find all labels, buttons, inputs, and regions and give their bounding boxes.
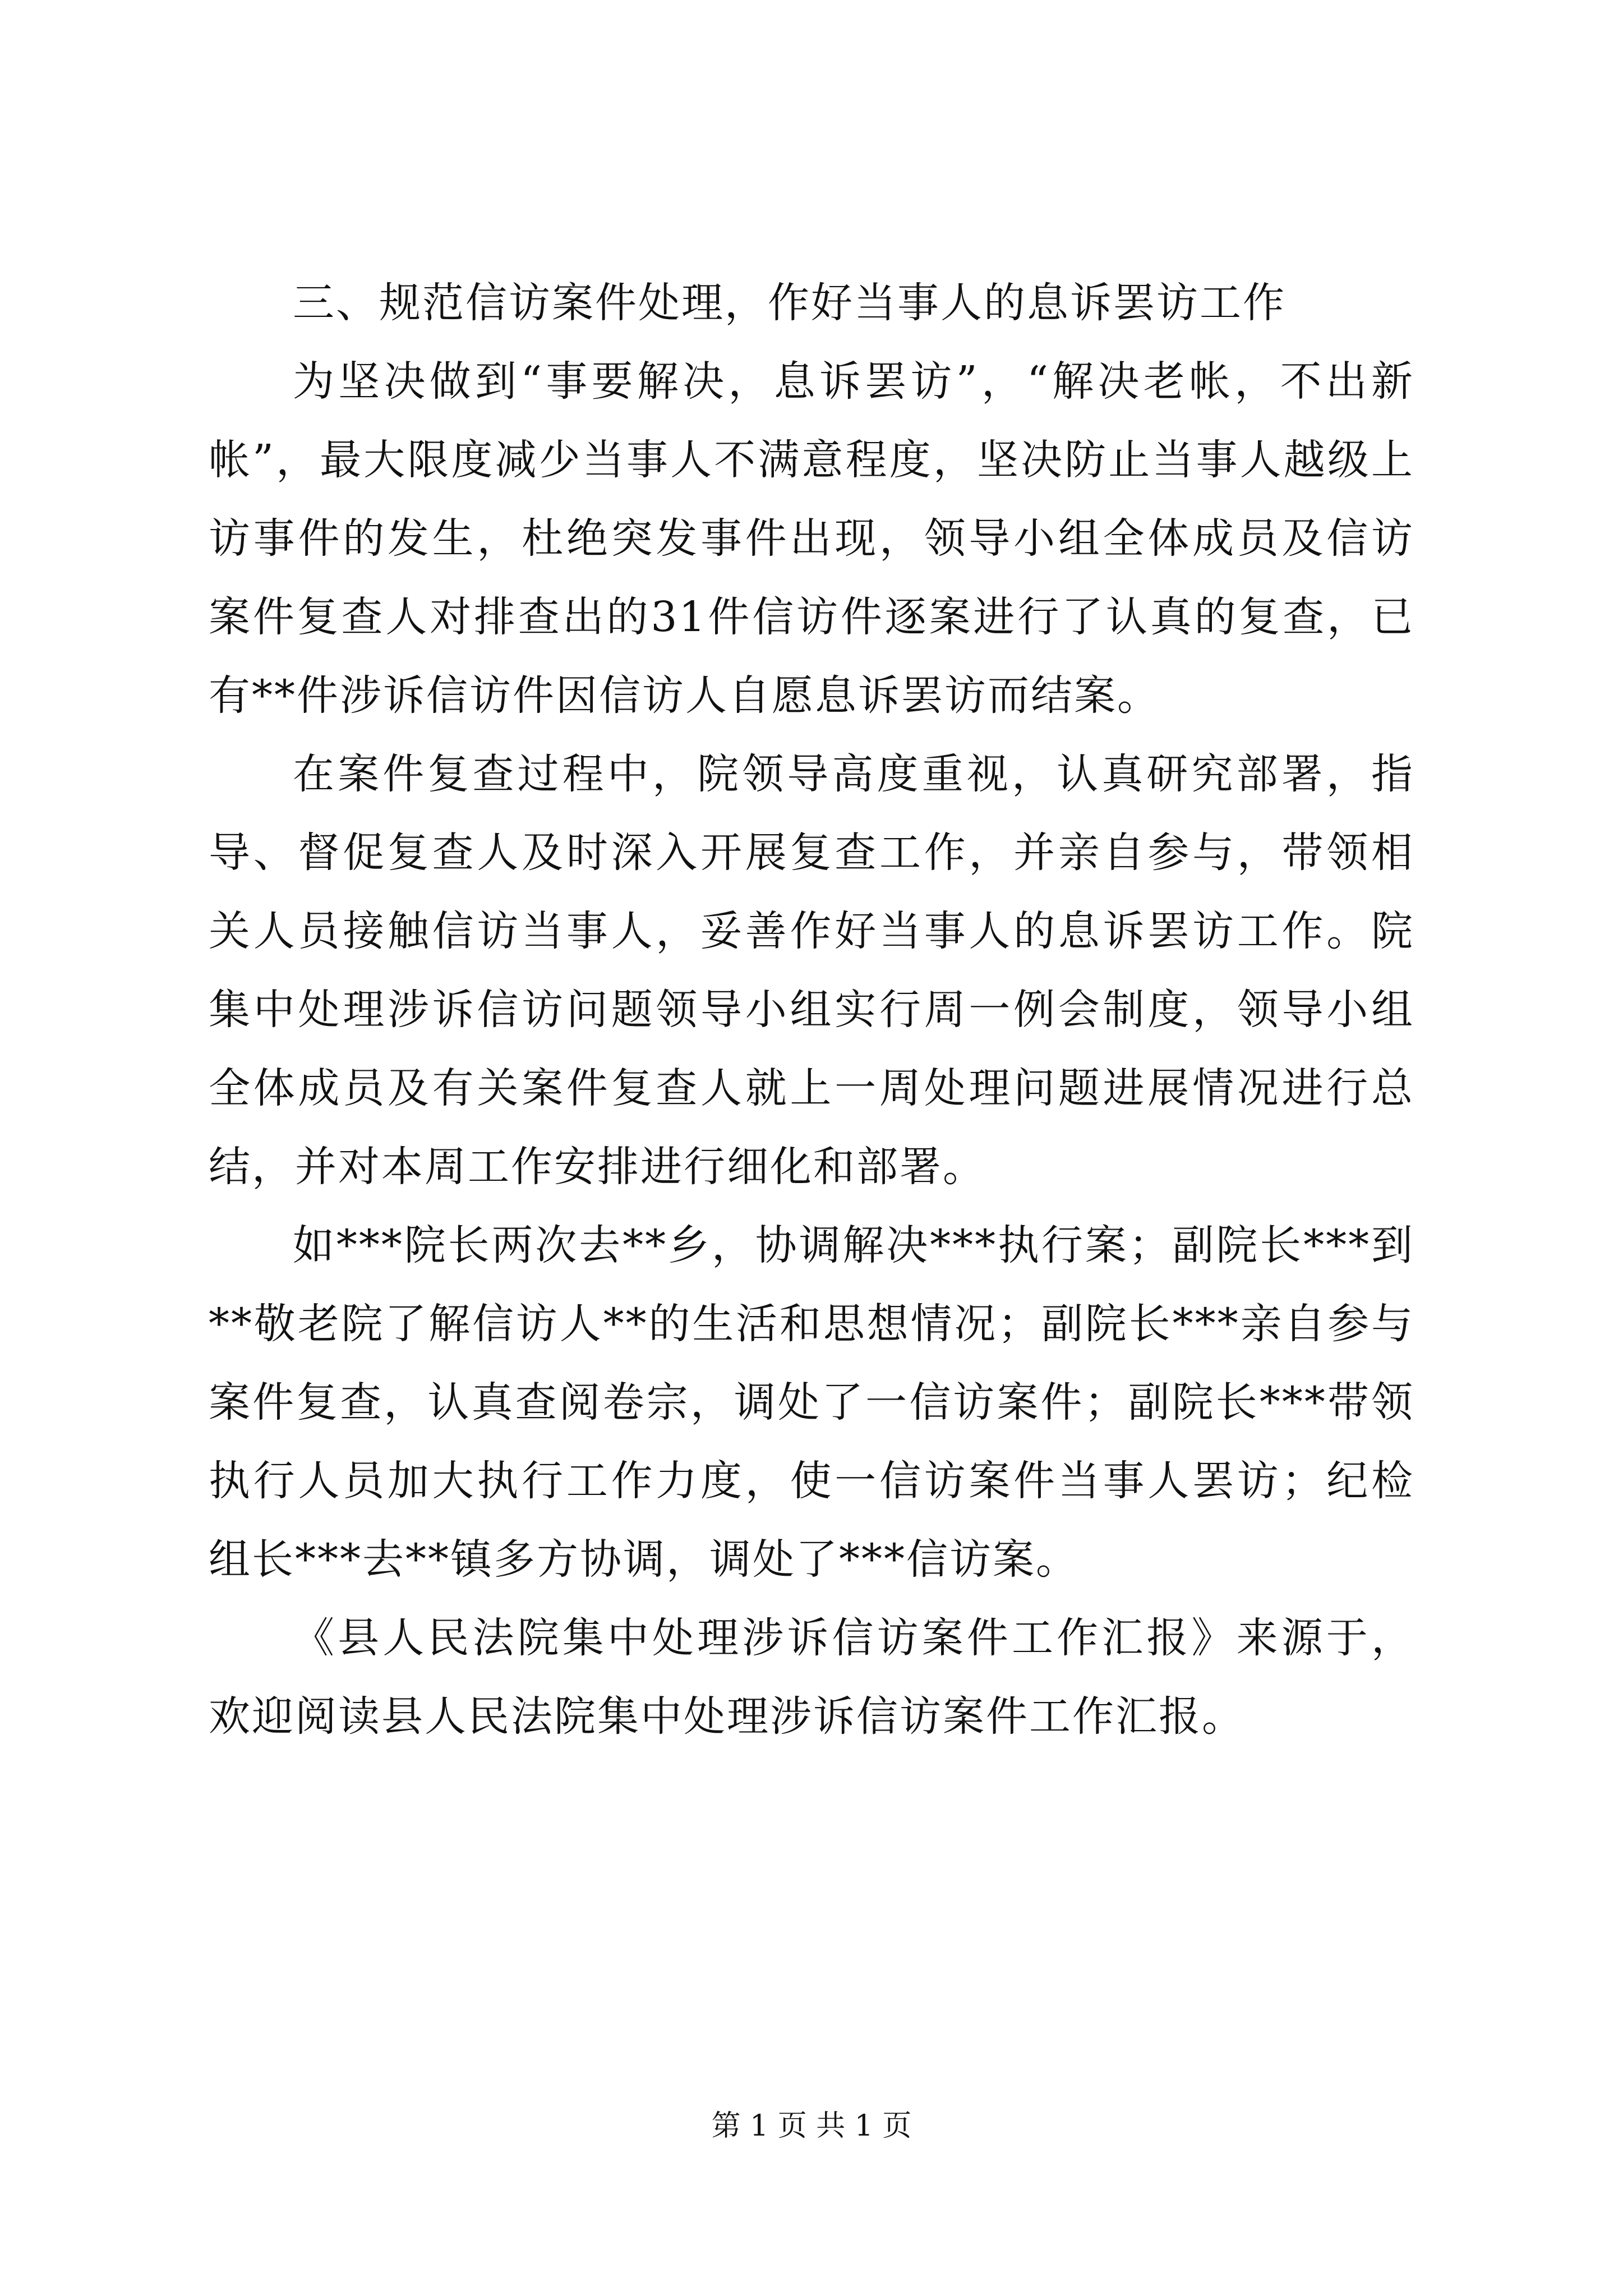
page-number-footer: 第 1 页 共 1 页	[711, 2109, 912, 2143]
paragraph-3: 如***院长两次去**乡，协调解决***执行案；副院长***到**敬老院了解信访人**的生活和思想情况；副院长***亲自参与案件复查，认真查阅卷宗，调处了一信访案件；副院长***带领执行人员加大执行工作力度，使一信访案件当事人罢访；纪检组长***去**镇多方协调，调处了***信访案。	[209, 1221, 1414, 1584]
paragraph-1: 为坚决做到“事要解决，息诉罢访”，“解决老帐，不出新帐”，最大限度减少当事人不满意程度，坚决防止当事人越级上访事件的发生，杜绝突发事件出现，领导小组全体成员及信访案件复查人对排查出的31件信访件逐案进行了认真的复查，已有**件涉诉信访件因信访人自愿息诉罢访而结案。	[209, 357, 1414, 720]
document-body	[209, 264, 1414, 1756]
paragraph-2: 在案件复查过程中，院领导高度重视，认真研究部署，指导、督促复查人及时深入开展复查工作，并亲自参与，带领相关人员接触信访当事人，妥善作好当事人的息诉罢访工作。院集中处理涉诉信访问题领导小组实行周一例会制度，领导小组全体成员及有关案件复查人就上一周处理问题进展情况进行总结，并对本周工作安排进行细化和部署。	[209, 750, 1414, 1191]
paragraph-4: 《县人民法院集中处理涉诉信访案件工作汇报》来源于，欢迎阅读县人民法院集中处理涉诉信访案件工作汇报。	[209, 1614, 1414, 1741]
section-heading: 三、规范信访案件处理，作好当事人的息诉罢访工作	[293, 279, 1286, 327]
